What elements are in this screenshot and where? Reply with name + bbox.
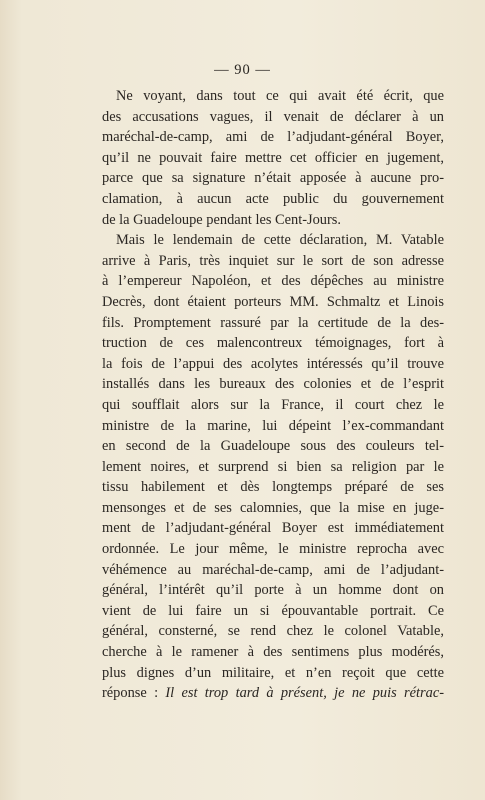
text-line: Mais le lendemain de cette déclaration, M. Vatable	[116, 232, 444, 249]
text-line: vient de lui faire un si épouvantable portrait. Ce	[102, 602, 444, 619]
text-line-final	[102, 683, 444, 704]
text-line: des accusations vagues, il venait de déclarer à un	[102, 108, 444, 125]
text-line: en second de la Guadeloupe sous des couleurs tel-	[102, 438, 444, 455]
text-line: plus dignes d’un militaire, et n’en reçoit que cette	[102, 664, 444, 681]
final-line-italic: Il est trop tard à présent, je ne puis rétrac-	[165, 685, 444, 702]
text-line: ment de l’adjudant-général Boyer est immédiatement	[102, 520, 444, 537]
text-line: cherche à le ramener à des sentimens plus modérés,	[102, 644, 444, 661]
text-line: fils. Promptement rassuré par la certitude de la des-	[102, 314, 444, 331]
text-line: maréchal-de-camp, ami de l’adjudant-général Boyer,	[102, 129, 444, 146]
text-line: qu’il ne pouvait faire mettre cet officier en jugement,	[102, 149, 444, 166]
text-line: à l’empereur Napoléon, et des dépêches au ministre	[102, 273, 444, 290]
text-line: Decrès, dont étaient porteurs MM. Schmaltz et Linois	[102, 293, 444, 310]
body-text	[102, 86, 444, 704]
text-line: truction de ces malencontreux témoignages, fort à	[102, 335, 444, 352]
text-line: ordonnée. Le jour même, le ministre reprocha avec	[102, 541, 444, 558]
text-line: général, l’intérêt qu’il porte à un homme dont on	[102, 582, 444, 599]
text-line: de la Guadeloupe pendant les Cent-Jours.	[102, 211, 341, 228]
text-line: véhémence au maréchal-de-camp, ami de l’adjudant-	[102, 561, 444, 578]
text-line: mensonges et de ses calomnies, que la mise en juge-	[102, 499, 444, 516]
text-line: parce que sa signature n’était apposée à aucune pro-	[102, 170, 444, 187]
page-number: — 90 —	[214, 62, 271, 78]
text-line: qui soufflait alors sur la France, il court chez le	[102, 396, 444, 413]
text-line: lement noires, et surprend si bien sa religion par le	[102, 458, 444, 475]
text-line: Ne voyant, dans tout ce qui avait été écrit, que	[116, 88, 444, 104]
text-line: tissu habilement et dès longtemps préparé de ses	[102, 479, 444, 496]
text-line: installés dans les bureaux des colonies et de l’esprit	[102, 376, 444, 393]
text-line: général, consterné, se rend chez le colonel Vatable,	[102, 623, 444, 640]
final-line-roman: réponse :	[102, 685, 166, 702]
text-line: ministre de la marine, lui dépeint l’ex-commandant	[102, 417, 444, 434]
text-line: arrive à Paris, très inquiet sur le sort de son adresse	[102, 252, 444, 269]
text-line: clamation, à aucun acte public du gouvernement	[102, 190, 444, 207]
text-line: la fois de l’appui des acolytes intéressés qu’il trouve	[102, 355, 444, 372]
